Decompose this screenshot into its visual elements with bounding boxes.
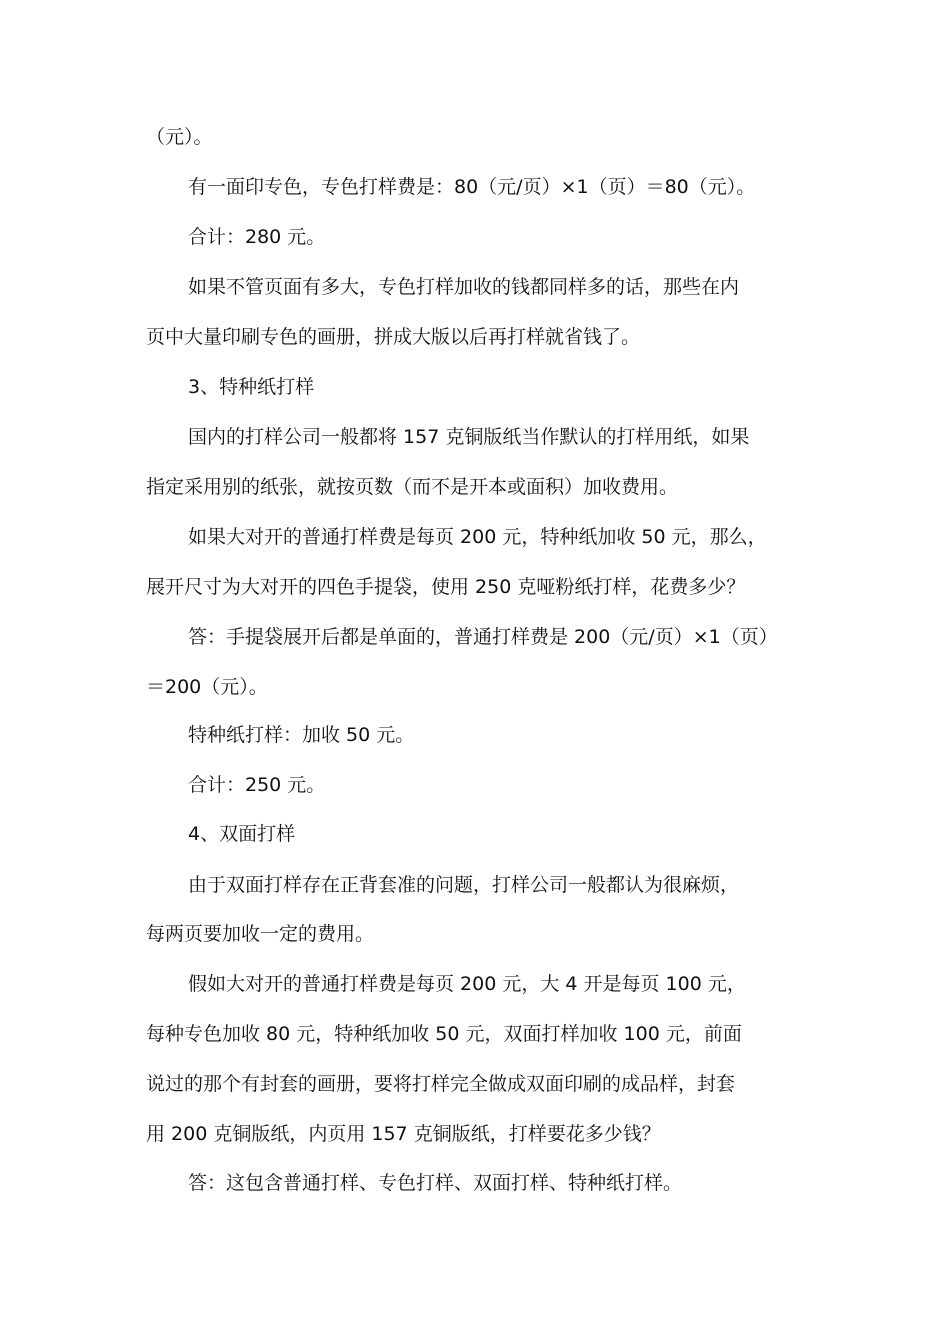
text-line: 用 200 克铜版纸，内页用 157 克铜版纸，打样要花多少钱？ <box>146 1123 661 1145</box>
text-line: 国内的打样公司一般都将 157 克铜版纸当作默认的打样用纸，如果 <box>188 426 750 448</box>
text-line: 有一面印专色，专色打样费是：80（元/页）×1（页）＝80（元）。 <box>188 176 756 198</box>
text-line: 展开尺寸为大对开的四色手提袋，使用 250 克哑粉纸打样，花费多少？ <box>146 576 746 598</box>
section-heading: 3、特种纸打样 <box>188 376 315 398</box>
text-line: 页中大量印刷专色的画册，拼成大版以后再打样就省钱了。 <box>146 326 641 348</box>
text-line: （元）。 <box>146 126 213 148</box>
text-line: 特种纸打样：加收 50 元。 <box>188 724 415 746</box>
text-line: 答：这包含普通打样、专色打样、双面打样、特种纸打样。 <box>188 1172 683 1194</box>
text-line: 如果大对开的普通打样费是每页 200 元，特种纸加收 50 元，那么， <box>188 526 767 548</box>
text-line: 如果不管页面有多大，专色打样加收的钱都同样多的话，那些在内 <box>188 276 740 298</box>
text-line: 每两页要加收一定的费用。 <box>146 923 375 945</box>
text-line: 指定采用别的纸张，就按页数（而不是开本或面积）加收费用。 <box>146 476 679 498</box>
section-heading: 4、双面打样 <box>188 823 296 845</box>
text-line: 合计：250 元。 <box>188 774 326 796</box>
text-line: 每种专色加收 80 元，特种纸加收 50 元，双面打样加收 100 元，前面 <box>146 1023 742 1045</box>
text-line: ＝200（元）。 <box>146 676 268 698</box>
text-line: 说过的那个有封套的画册，要将打样完全做成双面印刷的成品样，封套 <box>146 1073 736 1095</box>
text-line: 合计：280 元。 <box>188 226 326 248</box>
text-line: 假如大对开的普通打样费是每页 200 元，大 4 开是每页 100 元， <box>188 973 746 995</box>
text-line: 答：手提袋展开后都是单面的，普通打样费是 200（元/页）×1（页） <box>188 626 778 648</box>
text-line: 由于双面打样存在正背套准的问题，打样公司一般都认为很麻烦， <box>188 874 740 896</box>
